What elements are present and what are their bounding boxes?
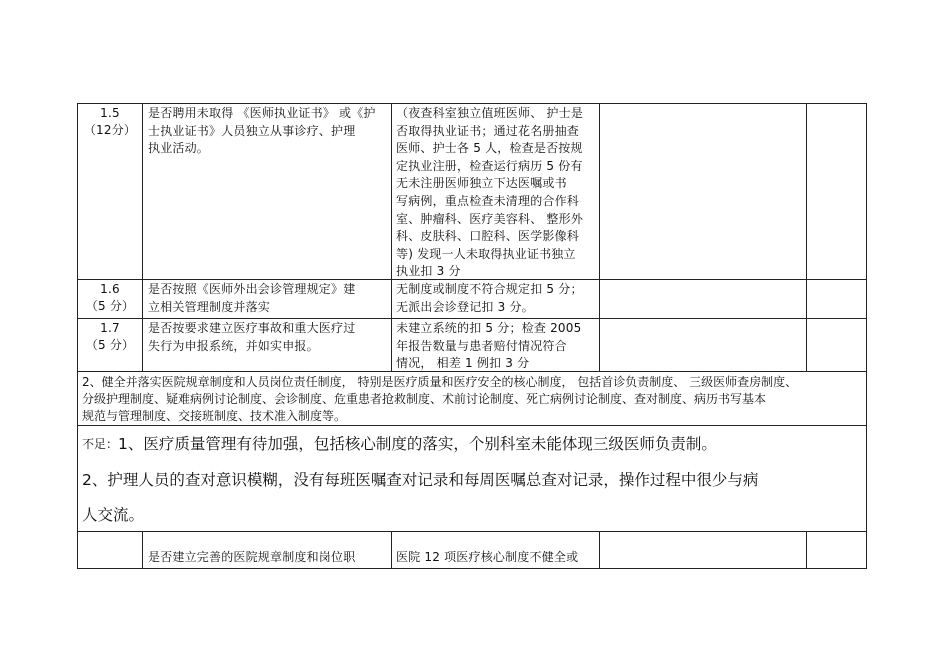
table-rule [77,568,867,569]
deficiency-label: 不足： [82,437,119,451]
table-rule [77,318,867,319]
item-number: 1.6 [100,282,120,296]
item-criterion: 是否按要求建立医疗事故和重大医疗过 失行为申报系统，并如实申报。 [148,321,356,353]
item-score: （5 分） [85,299,135,313]
item-score: （5 分） [85,338,135,352]
table-rule [391,531,392,569]
item-criterion: 是否按照《医师外出会诊管理规定》建 立相关管理制度并落实 [148,282,356,314]
table-rule [77,425,867,426]
item-check-method: 无制度或制度不符合规定扣 5 分； 无派出会诊登记扣 3 分。 [396,282,583,314]
table-rule [77,531,867,532]
table-rule [142,103,143,372]
table-rule [391,103,392,372]
item-score: （12分） [83,123,137,137]
item-criterion: 是否建立完善的医院规章制度和岗位职 [148,550,356,564]
item-criterion: 是否聘用未取得 《医师执业证书》 或《护 士执业证书》人员独立从事诊疗、护理 执业活动。 [148,106,376,156]
item-number: 1.5 [100,106,120,120]
table-rule [77,371,78,531]
table-rule [866,103,867,372]
table-rule [77,531,78,569]
table-rule [77,103,867,104]
table-rule [599,531,600,569]
section-2-requirement: 2、健全并落实医院规章制度和人员岗位责任制度， 特别是医疗质量和医疗安全的核心制度， 包括首诊负责制度、 三级医师查房制度、 分级护理制度、疑难病例讨论制度、会诊制度、危重患者抢救制度、术前讨论制度、死亡病例讨论制度、查对制度、病历书写基本 规范与管理制度、交接班制度、技术准入制度等。 [82,375,798,423]
table-rule [866,531,867,569]
table-rule [806,103,807,372]
item-check-method: 未建立系统的扣 5 分；检查 2005 年报告数量与患者赔付情况符合 情况， 相差 1 例扣 3 分 [396,321,582,371]
table-rule [599,103,600,372]
item-check-method: 医院 12 项医疗核心制度不健全或 [396,550,579,564]
deficiency-line-1: 1、医疗质量管理有待加强，包括核心制度的落实，个别科室未能体现三级医师负责制。 [118,435,717,453]
table-rule [806,531,807,569]
table-rule [142,531,143,569]
deficiency-line-3: 人交流。 [82,506,145,524]
item-number: 1.7 [100,321,120,335]
table-rule [866,371,867,531]
item-check-method: （夜查科室独立值班医师、 护士是 否取得执业证书；通过花名册抽查 医师、护士各 5 人，检查是否按规 定执业注册，检查运行病历 5 份有 无未注册医师独立下达医嘱或书 写病例，重点检查未清理的合作科 室、肿瘤科、医疗美容科、 整形外 科、皮肤科、口腔科、医学影像科 等) 发现一人未取得执业证书独立 执业扣 3 分 [396,106,584,279]
deficiency-line-2: 2、护理人员的查对意识模糊，没有每班医嘱查对记录和每周医嘱总查对记录，操作过程中很少与病 [82,471,759,489]
